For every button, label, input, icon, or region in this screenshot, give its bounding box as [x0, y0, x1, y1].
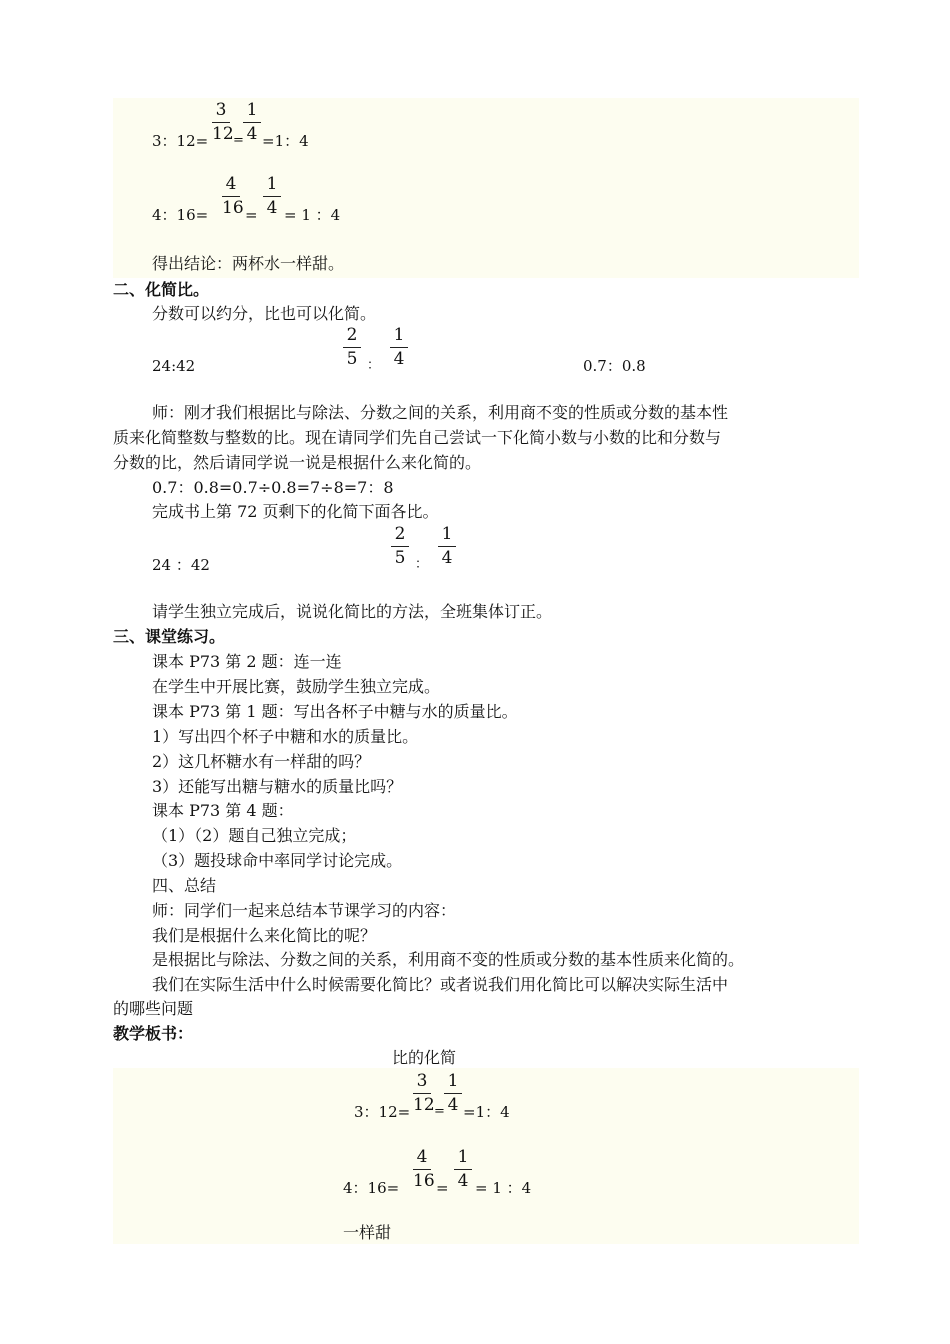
- board-eq1-fraction-1: [413, 1071, 435, 1115]
- conclusion-text: 得出结论：两杯水一样甜。: [152, 254, 345, 273]
- ratio-colon-2: ：: [415, 557, 429, 572]
- fraction-two-fifths-2: [391, 526, 409, 567]
- eq1-left: 3：12=: [152, 132, 209, 150]
- fraction-bar: [444, 1093, 462, 1094]
- summary-line: 师：同学们一起来总结本节课学习的内容：: [152, 901, 457, 920]
- exercise-line: 2）这几杯糖水有一样甜的吗？: [152, 752, 371, 771]
- fraction-bar: [390, 347, 408, 348]
- board-eq1-left: 3：12=: [354, 1103, 411, 1121]
- eq2-left: 4：16=: [152, 206, 209, 224]
- fraction-bar: [263, 196, 281, 197]
- after-practice-text: 请学生独立完成后，说说化简比的方法，全班集体订正。: [152, 602, 553, 621]
- eq2-equals: =: [245, 206, 258, 224]
- fraction-denominator: 4: [393, 349, 405, 369]
- fraction-denominator: 16: [222, 198, 244, 218]
- ratio-colon: ：: [367, 358, 381, 373]
- fraction-denominator: 4: [457, 1171, 469, 1191]
- eq2-right: = 1 ：4: [284, 206, 341, 224]
- board-eq2-fraction-2: [454, 1149, 472, 1190]
- fraction-bar: [413, 1093, 431, 1094]
- board-heading: 教学板书：: [113, 1024, 194, 1043]
- eq1-fraction-2: [243, 102, 261, 143]
- fraction-numerator: 1: [246, 100, 258, 120]
- fraction-bar: [243, 122, 261, 123]
- board-eq2-equals: =: [436, 1179, 449, 1197]
- teacher-paragraph-line-2: 质来化简整数与整数的比。现在请同学们先自己尝试一下化简小数与小数的比和分数与: [113, 428, 722, 447]
- eq1-equals: =: [233, 133, 244, 148]
- exercise-line: （3）题投球命中率同学讨论完成。: [152, 851, 403, 870]
- exercise-line: 1）写出四个杯子中糖和水的质量比。: [152, 727, 419, 746]
- fraction-bar: [343, 347, 361, 348]
- summary-heading: 四、总结: [152, 876, 217, 895]
- section2-intro: 分数可以约分，比也可以化简。: [152, 304, 377, 323]
- fraction-bar: [212, 122, 230, 123]
- exercise-line: （1）（2）题自己独立完成；: [152, 826, 357, 845]
- exercise-line: 3）还能写出糖与糖水的质量比吗？: [152, 777, 403, 796]
- eq1-right: =1：4: [262, 132, 309, 150]
- fraction-two-fifths: [343, 327, 361, 368]
- fraction-numerator: 1: [266, 174, 278, 194]
- fraction-denominator: 4: [441, 548, 453, 568]
- eq2-fraction-2: [263, 176, 281, 217]
- board-shaded-block: [113, 1068, 859, 1244]
- fraction-numerator: 4: [416, 1147, 428, 1167]
- calculation-line: 0.7：0.8=0.7÷0.8=7÷8=7：8: [152, 478, 394, 497]
- board-title: 比的化简: [392, 1048, 457, 1067]
- fraction-denominator: 4: [246, 124, 258, 144]
- section2-heading: 二、化简比。: [113, 280, 210, 299]
- summary-line-continued: 的哪些问题: [113, 999, 194, 1018]
- fraction-denominator: 4: [266, 198, 278, 218]
- fraction-numerator: 1: [447, 1071, 459, 1091]
- ratio-24-42-spaced: 24 ：42: [152, 556, 210, 574]
- fraction-one-fourth-2: [438, 526, 456, 567]
- fraction-bar: [222, 196, 240, 197]
- fraction-denominator: 12: [413, 1095, 435, 1115]
- board-eq1-right: =1：4: [463, 1103, 510, 1121]
- board-footer: 一样甜: [343, 1223, 392, 1242]
- exercise-line: 课本 P73 第 2 题：连一连: [152, 652, 342, 671]
- fraction-numerator: 1: [393, 325, 405, 345]
- fraction-numerator: 2: [394, 524, 406, 544]
- fraction-numerator: 1: [457, 1147, 469, 1167]
- eq1-fraction-1: [212, 100, 234, 144]
- fraction-denominator: 16: [413, 1171, 435, 1191]
- board-eq2-right: = 1 ：4: [475, 1179, 532, 1197]
- fraction-one-fourth: [390, 327, 408, 368]
- fraction-numerator: 4: [225, 174, 237, 194]
- fraction-numerator: 3: [416, 1071, 428, 1091]
- board-eq2-fraction-1: [413, 1147, 435, 1191]
- ratio-24-42: 24:42: [152, 357, 196, 375]
- eq2-fraction-1: [222, 174, 244, 218]
- summary-line: 是根据比与除法、分数之间的关系，利用商不变的性质或分数的基本性质来化简的。: [152, 950, 745, 969]
- exercise-line: 在学生中开展比赛，鼓励学生独立完成。: [152, 677, 441, 696]
- board-eq2-left: 4：16=: [343, 1179, 400, 1197]
- fraction-numerator: 1: [441, 524, 453, 544]
- fraction-denominator: 5: [346, 349, 358, 369]
- section3-heading: 三、课堂练习。: [113, 627, 226, 646]
- fraction-bar: [413, 1169, 431, 1170]
- teacher-paragraph-line-1: 师：刚才我们根据比与除法、分数之间的关系，利用商不变的性质或分数的基本性: [152, 403, 729, 422]
- task-line: 完成书上第 72 页剩下的化简下面各比。: [152, 502, 439, 521]
- fraction-denominator: 4: [447, 1095, 459, 1115]
- teacher-paragraph-line-3: 分数的比，然后请同学说一说是根据什么来化简的。: [113, 453, 482, 472]
- board-eq1-fraction-2: [444, 1073, 462, 1114]
- fraction-denominator: 12: [212, 124, 234, 144]
- exercise-line: 课本 P73 第 1 题：写出各杯子中糖与水的质量比。: [152, 702, 518, 721]
- ratio-0.7-0.8: 0.7：0.8: [583, 357, 646, 375]
- summary-line: 我们在实际生活中什么时候需要化简比？或者说我们用化简比可以解决实际生活中: [152, 975, 729, 994]
- exercise-line: 课本 P73 第 4 题：: [152, 801, 294, 820]
- fraction-numerator: 2: [346, 325, 358, 345]
- fraction-bar: [438, 546, 456, 547]
- fraction-bar: [391, 546, 409, 547]
- fraction-denominator: 5: [394, 548, 406, 568]
- fraction-numerator: 3: [215, 100, 227, 120]
- board-eq1-equals: =: [434, 1104, 445, 1119]
- summary-line: 我们是根据什么来化简比的呢？: [152, 926, 377, 945]
- fraction-bar: [454, 1169, 472, 1170]
